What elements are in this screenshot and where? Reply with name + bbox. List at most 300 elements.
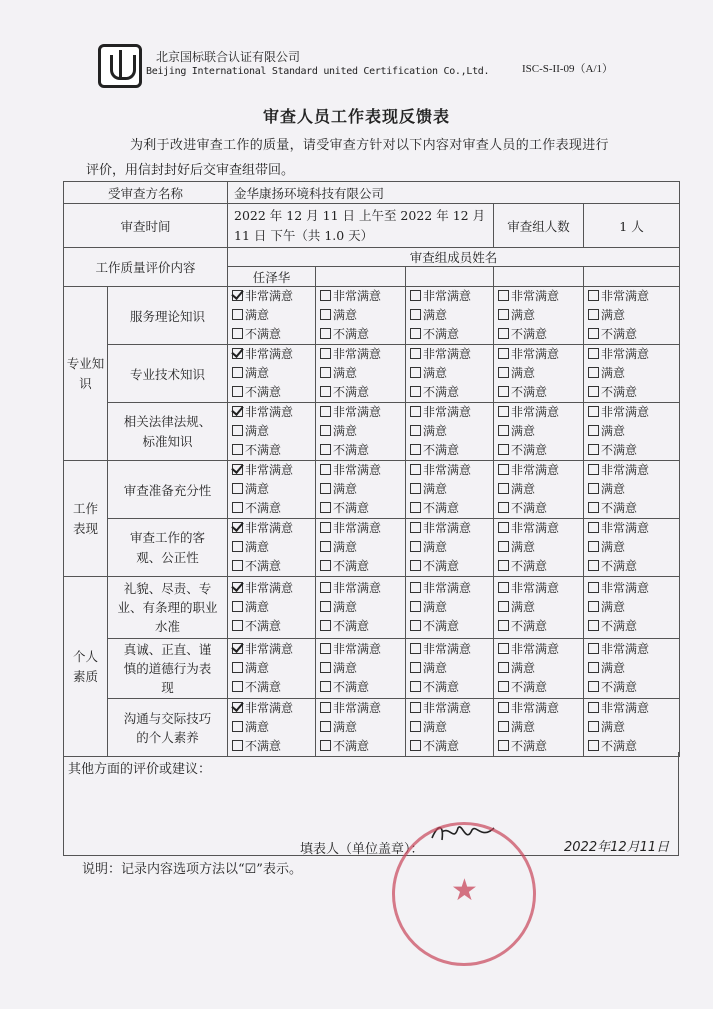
checkbox-icon[interactable] (410, 522, 421, 533)
rating-option-label: 不满意 (423, 619, 460, 633)
checkbox-icon[interactable] (410, 620, 421, 631)
checkbox-icon[interactable] (588, 541, 599, 552)
checkbox-icon[interactable] (410, 740, 421, 751)
checkbox-icon[interactable] (232, 483, 243, 494)
rating-option-label: 满意 (245, 600, 270, 614)
rating-option[interactable] (410, 345, 493, 364)
checkbox-icon[interactable] (320, 309, 331, 320)
checkbox-icon[interactable] (232, 740, 243, 751)
checkbox-icon[interactable] (320, 541, 331, 552)
checkbox-icon[interactable] (232, 522, 243, 533)
rating-option[interactable] (232, 383, 315, 402)
rating-cell (406, 577, 494, 639)
rating-option[interactable] (588, 557, 679, 576)
rating-option[interactable] (410, 598, 493, 617)
rating-option[interactable] (588, 383, 679, 402)
rating-option-label: 非常满意 (423, 642, 472, 656)
checkbox-icon[interactable] (410, 328, 421, 339)
rating-option[interactable] (232, 538, 315, 557)
rating-option[interactable] (410, 461, 493, 480)
checkbox-icon[interactable] (588, 662, 599, 673)
checkbox-icon[interactable] (410, 702, 421, 713)
rating-option[interactable] (498, 461, 583, 480)
rating-option[interactable] (410, 538, 493, 557)
form-title: 审查人员工作表现反馈表 (262, 107, 450, 126)
rating-option[interactable] (232, 579, 315, 598)
rating-option[interactable] (588, 678, 679, 697)
checkbox-icon[interactable] (320, 502, 331, 513)
rating-option[interactable] (320, 480, 405, 499)
checkbox-icon[interactable] (410, 425, 421, 436)
rating-option[interactable] (320, 364, 405, 383)
rating-option[interactable] (232, 499, 315, 518)
rating-option-label: 满意 (333, 366, 358, 380)
checkbox-icon[interactable] (588, 702, 599, 713)
rating-option-label: 非常满意 (423, 521, 472, 535)
rating-option[interactable] (588, 519, 679, 538)
rating-option[interactable] (410, 306, 493, 325)
rating-cell (406, 639, 494, 699)
rating-option-label: 非常满意 (245, 521, 294, 535)
checkbox-icon[interactable] (232, 560, 243, 571)
checkbox-icon[interactable] (498, 522, 509, 533)
checkbox-icon[interactable] (498, 502, 509, 513)
rating-option[interactable] (498, 499, 583, 518)
checkbox-icon[interactable] (588, 502, 599, 513)
item-label: 相关法律法规、标准知识 (108, 403, 228, 461)
checkbox-icon[interactable] (232, 721, 243, 732)
checkbox-icon[interactable] (498, 483, 509, 494)
rating-option[interactable] (498, 519, 583, 538)
rating-option[interactable] (320, 519, 405, 538)
rating-option[interactable] (410, 383, 493, 402)
rating-option[interactable] (588, 718, 679, 737)
checkbox-icon[interactable] (320, 386, 331, 397)
rating-option[interactable] (232, 640, 315, 659)
checkbox-icon[interactable] (498, 560, 509, 571)
rating-option[interactable] (320, 499, 405, 518)
checkbox-icon[interactable] (320, 643, 331, 654)
rating-option[interactable] (410, 403, 493, 422)
rating-option[interactable] (588, 699, 679, 718)
rating-option[interactable] (320, 718, 405, 737)
checkbox-icon[interactable] (232, 386, 243, 397)
checkbox-icon[interactable] (320, 620, 331, 631)
rating-option[interactable] (320, 538, 405, 557)
rating-option[interactable] (232, 306, 315, 325)
rating-option[interactable] (498, 287, 583, 306)
rating-option[interactable] (320, 441, 405, 460)
rating-option[interactable] (588, 422, 679, 441)
checkbox-icon[interactable] (498, 643, 509, 654)
rating-option[interactable] (410, 441, 493, 460)
rating-option[interactable] (410, 699, 493, 718)
checkbox-icon[interactable] (320, 348, 331, 359)
checkbox-icon[interactable] (320, 483, 331, 494)
checkbox-icon[interactable] (410, 406, 421, 417)
document-header (98, 44, 698, 94)
rating-option[interactable] (588, 480, 679, 499)
checkbox-icon[interactable] (498, 662, 509, 673)
checkbox-icon[interactable] (232, 541, 243, 552)
rating-option[interactable] (320, 287, 405, 306)
rating-option[interactable] (232, 678, 315, 697)
rating-option-label: 非常满意 (511, 642, 560, 656)
checkbox-icon[interactable] (232, 643, 243, 654)
checkbox-icon[interactable] (588, 328, 599, 339)
rating-option[interactable] (410, 579, 493, 598)
rating-cell (494, 699, 584, 757)
checkbox-icon[interactable] (320, 425, 331, 436)
rating-option-label: 不满意 (511, 559, 548, 573)
checkbox-icon[interactable] (498, 620, 509, 631)
intro-text-line1: 为利于改进审查工作的质量，请受审查方针对以下内容对审查人员的工作表现进行 (130, 138, 609, 153)
item-label: 沟通与交际技巧的个人素养 (108, 699, 228, 757)
rating-option-label: 非常满意 (511, 289, 560, 303)
rating-option[interactable] (320, 383, 405, 402)
rating-option-label: 满意 (511, 482, 536, 496)
checkbox-icon[interactable] (320, 662, 331, 673)
rating-option[interactable] (232, 403, 315, 422)
rating-option[interactable] (410, 325, 493, 344)
checkbox-icon[interactable] (588, 643, 599, 654)
rating-option-label: 满意 (511, 661, 536, 675)
checkbox-icon[interactable] (410, 582, 421, 593)
rating-option[interactable] (498, 441, 583, 460)
rating-option[interactable] (232, 718, 315, 737)
checkbox-icon[interactable] (232, 444, 243, 455)
checkbox-icon[interactable] (588, 483, 599, 494)
checkbox-icon[interactable] (588, 522, 599, 533)
rating-cell (494, 345, 584, 403)
rating-option[interactable] (588, 287, 679, 306)
checkbox-icon[interactable] (498, 406, 509, 417)
checkbox-icon[interactable] (498, 582, 509, 593)
rating-option[interactable] (588, 461, 679, 480)
checkbox-icon[interactable] (232, 464, 243, 475)
checkbox-icon[interactable] (410, 367, 421, 378)
rating-option[interactable] (410, 640, 493, 659)
rating-option-label: 不满意 (333, 739, 370, 753)
rating-cell (584, 577, 680, 639)
checkbox-icon[interactable] (498, 464, 509, 475)
rating-option[interactable] (588, 640, 679, 659)
checkbox-icon[interactable] (588, 601, 599, 612)
rating-option[interactable] (320, 617, 405, 636)
checkbox-icon[interactable] (410, 309, 421, 320)
rating-option-label: 不满意 (333, 443, 370, 457)
rating-option[interactable] (410, 364, 493, 383)
rating-option[interactable] (588, 499, 679, 518)
rating-option[interactable] (588, 538, 679, 557)
rating-option[interactable] (498, 364, 583, 383)
checkbox-icon[interactable] (498, 681, 509, 692)
rating-option-label: 不满意 (333, 619, 370, 633)
rating-option-label: 不满意 (245, 327, 282, 341)
checkbox-icon[interactable] (498, 328, 509, 339)
rating-option[interactable] (498, 403, 583, 422)
checkbox-icon[interactable] (410, 502, 421, 513)
rating-option[interactable] (320, 306, 405, 325)
rating-option[interactable] (232, 598, 315, 617)
checkbox-icon[interactable] (232, 502, 243, 513)
rating-option[interactable] (498, 718, 583, 737)
rating-option-label: 非常满意 (511, 701, 560, 715)
checkbox-icon[interactable] (232, 702, 243, 713)
rating-option-label: 满意 (511, 308, 536, 322)
checkbox-icon[interactable] (588, 681, 599, 692)
rating-option[interactable] (232, 422, 315, 441)
checkbox-icon[interactable] (410, 643, 421, 654)
rating-option[interactable] (232, 659, 315, 678)
comments-section (63, 752, 679, 856)
rating-option[interactable] (232, 287, 315, 306)
filler-label: 填表人（单位盖章）： (300, 842, 424, 857)
rating-option[interactable] (320, 461, 405, 480)
item-label: 专业技术知识 (108, 345, 228, 403)
rating-option-label: 满意 (601, 720, 626, 734)
rating-option[interactable] (410, 659, 493, 678)
checkbox-icon[interactable] (320, 464, 331, 475)
rating-option[interactable] (588, 403, 679, 422)
time-label: 审查时间 (64, 204, 228, 248)
rating-option[interactable] (232, 480, 315, 499)
rating-option[interactable] (498, 325, 583, 344)
checkbox-icon[interactable] (410, 560, 421, 571)
rating-option[interactable] (498, 422, 583, 441)
group-label: 专业知识 (64, 287, 108, 461)
checkbox-icon[interactable] (410, 290, 421, 301)
party-value: 金华康扬环境科技有限公司 (228, 182, 680, 204)
checkbox-icon[interactable] (588, 582, 599, 593)
checkbox-icon[interactable] (232, 328, 243, 339)
checkbox-icon[interactable] (498, 702, 509, 713)
rating-option-label: 不满意 (333, 559, 370, 573)
intro-text-line2: 评价，用信封封好后交审查组带回。 (86, 163, 295, 178)
rating-option[interactable] (498, 598, 583, 617)
rating-option[interactable] (232, 441, 315, 460)
rating-option-label: 非常满意 (511, 347, 560, 361)
checkbox-icon[interactable] (410, 681, 421, 692)
rating-cell (406, 287, 494, 345)
item-label: 服务理论知识 (108, 287, 228, 345)
rating-option[interactable] (410, 557, 493, 576)
rating-option[interactable] (498, 538, 583, 557)
checkbox-icon[interactable] (320, 601, 331, 612)
rating-option-label: 非常满意 (423, 581, 472, 595)
rating-option[interactable] (320, 579, 405, 598)
rating-option[interactable] (232, 699, 315, 718)
rating-option[interactable] (320, 325, 405, 344)
checkbox-icon[interactable] (320, 328, 331, 339)
rating-option[interactable] (232, 345, 315, 364)
checkbox-icon[interactable] (320, 290, 331, 301)
rating-option[interactable] (498, 557, 583, 576)
rating-option[interactable] (588, 598, 679, 617)
rating-cell (228, 577, 316, 639)
rating-option[interactable] (320, 659, 405, 678)
checkbox-icon[interactable] (232, 290, 243, 301)
rating-option[interactable] (410, 480, 493, 499)
rating-cell (228, 699, 316, 757)
checkbox-icon[interactable] (320, 681, 331, 692)
checkbox-icon[interactable] (498, 386, 509, 397)
rating-option[interactable] (320, 640, 405, 659)
checkbox-icon[interactable] (410, 662, 421, 673)
rating-cell (494, 287, 584, 345)
rating-option-label: 满意 (601, 482, 626, 496)
checkbox-icon[interactable] (232, 348, 243, 359)
rating-option[interactable] (410, 287, 493, 306)
rating-option[interactable] (498, 640, 583, 659)
checkbox-icon[interactable] (588, 721, 599, 732)
rating-option[interactable] (320, 678, 405, 697)
rating-option[interactable] (498, 306, 583, 325)
instruction-note: 说明：记录内容选项方法以“☑”表示。 (82, 862, 302, 877)
rating-option[interactable] (410, 499, 493, 518)
rating-option[interactable] (410, 519, 493, 538)
rating-option[interactable] (498, 579, 583, 598)
checkbox-icon[interactable] (320, 367, 331, 378)
rating-cell (584, 699, 680, 757)
rating-option[interactable] (588, 441, 679, 460)
checkbox-icon[interactable] (410, 444, 421, 455)
rating-cell (494, 639, 584, 699)
rating-option[interactable] (232, 557, 315, 576)
rating-option[interactable] (410, 422, 493, 441)
rating-option[interactable] (588, 306, 679, 325)
checkbox-icon[interactable] (588, 560, 599, 571)
checkbox-icon[interactable] (588, 464, 599, 475)
rating-option-label: 不满意 (601, 739, 638, 753)
checkbox-icon[interactable] (498, 541, 509, 552)
rating-option[interactable] (320, 699, 405, 718)
rating-option[interactable] (320, 403, 405, 422)
rating-option[interactable] (498, 659, 583, 678)
rating-option[interactable] (588, 325, 679, 344)
rating-option[interactable] (320, 345, 405, 364)
rating-cell (316, 345, 406, 403)
checkbox-icon[interactable] (410, 386, 421, 397)
checkbox-icon[interactable] (410, 348, 421, 359)
rating-option[interactable] (232, 519, 315, 538)
rating-option[interactable] (498, 699, 583, 718)
checkbox-icon[interactable] (498, 444, 509, 455)
checkbox-icon[interactable] (232, 367, 243, 378)
checkbox-icon[interactable] (410, 601, 421, 612)
rating-option[interactable] (232, 364, 315, 383)
rating-option-label: 不满意 (245, 680, 282, 694)
checkbox-icon[interactable] (320, 702, 331, 713)
checkbox-icon[interactable] (588, 406, 599, 417)
rating-cell (316, 519, 406, 577)
rating-option[interactable] (498, 617, 583, 636)
checkbox-icon[interactable] (588, 367, 599, 378)
rating-option[interactable] (232, 461, 315, 480)
rating-option[interactable] (410, 617, 493, 636)
checkbox-icon[interactable] (498, 721, 509, 732)
checkbox-icon[interactable] (498, 425, 509, 436)
rating-option[interactable] (588, 579, 679, 598)
checkbox-icon[interactable] (588, 620, 599, 631)
checkbox-icon[interactable] (232, 662, 243, 673)
rating-option[interactable] (498, 678, 583, 697)
fill-date: 2022年12月11日 (564, 840, 670, 855)
checkbox-icon[interactable] (320, 721, 331, 732)
checkbox-icon[interactable] (232, 582, 243, 593)
checkbox-icon[interactable] (410, 464, 421, 475)
rating-option-label: 不满意 (511, 501, 548, 515)
rating-option-label: 非常满意 (511, 521, 560, 535)
checkbox-icon[interactable] (498, 367, 509, 378)
rating-option[interactable] (320, 598, 405, 617)
rating-option-label: 非常满意 (511, 405, 560, 419)
checkbox-icon[interactable] (498, 309, 509, 320)
rating-option-label: 满意 (423, 720, 448, 734)
checkbox-icon[interactable] (320, 444, 331, 455)
rating-option[interactable] (320, 422, 405, 441)
checkbox-icon[interactable] (320, 522, 331, 533)
checkbox-icon[interactable] (588, 425, 599, 436)
checkbox-icon[interactable] (498, 348, 509, 359)
checkbox-icon[interactable] (588, 386, 599, 397)
checkbox-icon[interactable] (232, 425, 243, 436)
checkbox-icon[interactable] (588, 290, 599, 301)
checkbox-icon[interactable] (498, 601, 509, 612)
rating-cell (494, 461, 584, 519)
checkbox-icon[interactable] (410, 541, 421, 552)
checkbox-icon[interactable] (320, 740, 331, 751)
checkbox-icon[interactable] (498, 290, 509, 301)
rating-option[interactable] (232, 617, 315, 636)
checkbox-icon[interactable] (588, 740, 599, 751)
checkbox-icon[interactable] (588, 309, 599, 320)
rating-option[interactable] (498, 383, 583, 402)
checkbox-icon[interactable] (232, 620, 243, 631)
rating-option[interactable] (410, 678, 493, 697)
rating-option[interactable] (410, 718, 493, 737)
checkbox-icon[interactable] (410, 483, 421, 494)
checkbox-icon[interactable] (232, 601, 243, 612)
rating-option[interactable] (588, 659, 679, 678)
rating-option-label: 满意 (423, 424, 448, 438)
checkbox-icon[interactable] (588, 348, 599, 359)
rating-option[interactable] (588, 345, 679, 364)
rating-option-label: 不满意 (245, 385, 282, 399)
checkbox-icon[interactable] (232, 309, 243, 320)
rating-option-label: 满意 (245, 424, 270, 438)
rating-option[interactable] (498, 345, 583, 364)
checkbox-icon[interactable] (320, 406, 331, 417)
rating-option-label: 非常满意 (601, 347, 650, 361)
checkbox-icon[interactable] (232, 681, 243, 692)
company-name-cn: 北京国标联合认证有限公司 (156, 50, 301, 64)
checkbox-icon[interactable] (320, 582, 331, 593)
rating-option-label: 满意 (245, 482, 270, 496)
checkbox-icon[interactable] (232, 406, 243, 417)
checkbox-icon[interactable] (588, 444, 599, 455)
rating-cell (584, 519, 680, 577)
checkbox-icon[interactable] (320, 560, 331, 571)
checkbox-icon[interactable] (498, 740, 509, 751)
rating-option[interactable] (588, 364, 679, 383)
rating-option[interactable] (320, 557, 405, 576)
checkbox-icon[interactable] (410, 721, 421, 732)
rating-option[interactable] (588, 617, 679, 636)
member-name-2 (316, 267, 406, 287)
rating-option[interactable] (498, 480, 583, 499)
rating-option[interactable] (232, 325, 315, 344)
